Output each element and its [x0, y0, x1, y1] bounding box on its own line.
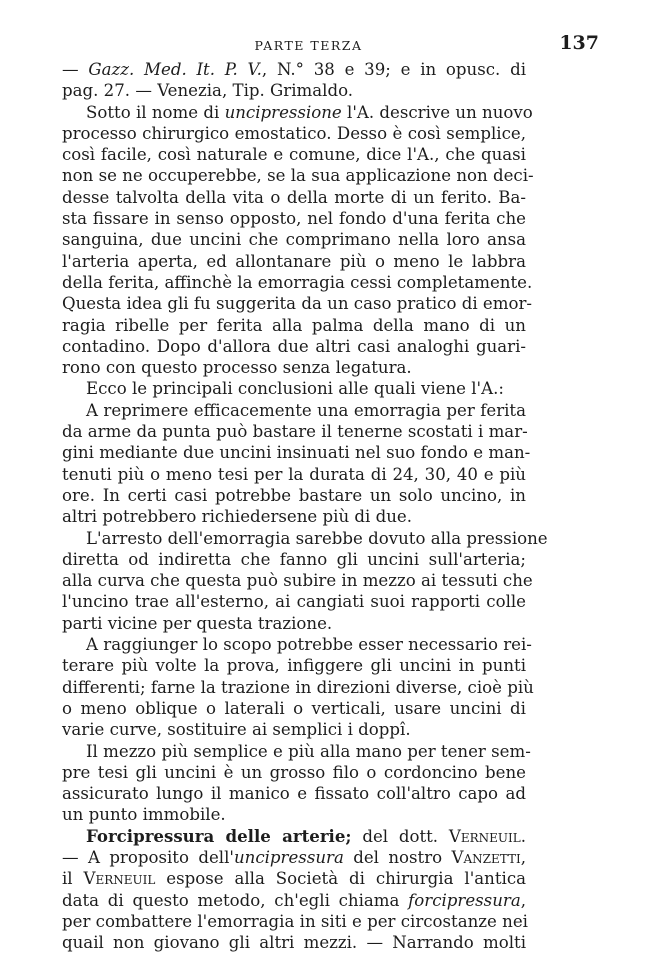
author-name: Vanzetti — [451, 847, 521, 867]
text-line: pre tesi gli uncini è un grosso filo o cordoncino bene — [62, 762, 526, 782]
text-line: Forcipressura delle arterie; del dott. Verneuil. — [86, 825, 526, 846]
text-line: sanguina, due uncini che comprimano nella loro ansa — [62, 230, 526, 250]
text-line: Sotto il nome di uncipressione l'A. descrive un nuovo — [86, 102, 533, 122]
paragraph — [62, 102, 534, 379]
section-paragraph — [62, 826, 526, 953]
text-line: sta fissare in senso opposto, nel fondo d'una ferita che — [62, 209, 526, 229]
text-line: rono con questo processo senza legatura. — [62, 358, 412, 378]
text-line: ragia ribelle per ferita alla palma della mano di un — [62, 315, 526, 335]
text-line: L'arresto dell'emorragia sarebbe dovuto alla pressione — [86, 528, 548, 548]
text-line: della ferita, affinchè la emorragia cessi completamente. — [62, 272, 533, 292]
text-line: tenuti più o meno tesi per la durata di 24, 30, 40 e più — [62, 464, 526, 484]
text-line: — A proposito dell'uncipressura del nostro Vanzetti, — [62, 847, 526, 867]
text-line: assicurato lungo il manico e fissato coll'altro capo ad — [62, 784, 526, 804]
text-line: varie curve, sostituire ai semplici i doppî. — [62, 720, 411, 740]
paragraph — [62, 400, 531, 528]
text-line: data di questo metodo, ch'egli chiama forcipressura, — [62, 890, 526, 910]
paragraph — [62, 378, 526, 399]
text-line: A raggiunger lo scopo potrebbe esser necessario rei- — [86, 635, 532, 655]
paragraph — [62, 528, 548, 634]
text-line: Il mezzo più semplice e più alla mano per tener sem- — [86, 741, 531, 761]
paragraph — [62, 634, 534, 740]
page-header — [62, 32, 599, 58]
text-line: o meno oblique o laterali o verticali, usare uncini di — [62, 698, 526, 718]
italic-term: uncipressura — [233, 847, 344, 867]
text-line: da arme da punta può bastare il tenerne scostati i mar- — [62, 422, 528, 442]
text-line: pag. 27. — Venezia, Tip. Grimaldo. — [62, 81, 354, 101]
text-line: l'arteria aperta, ed allontanare più o meno le labbra — [62, 251, 526, 271]
text-line: Ecco le principali conclusioni alle quali viene l'A.: — [86, 379, 504, 399]
text-line: un punto immobile. — [62, 805, 226, 825]
author-name: Verneuil — [83, 869, 156, 889]
text-line: ore. In certi casi potrebbe bastare un solo uncino, in — [62, 485, 526, 505]
text-line: per combattere l'emorragia in siti e per circostanze nei — [62, 911, 528, 931]
text-line: parti vicine per questa trazione. — [62, 613, 333, 633]
paragraph — [62, 741, 531, 826]
author-name: Verneuil — [448, 826, 521, 846]
italic-term: forcipressura — [408, 890, 521, 910]
body-text — [62, 59, 548, 953]
journal-title: Gazz. Med. It. P. V. — [88, 60, 262, 79]
text-line: così facile, così naturale e comune, dice l'A., che quasi — [62, 145, 526, 165]
running-head: PARTE TERZA — [254, 38, 363, 53]
text-line: l'uncino trae all'esterno, ai cangiati suoi rapporti colle — [62, 592, 526, 612]
text-line: altri potrebbero richiedersene più di due. — [62, 507, 413, 527]
text-line: quail non giovano gli altri mezzi. — Narrando molti — [62, 933, 526, 953]
text-line: — Gazz. Med. It. P. V., N.° 38 e 39; e in opusc. di — [62, 60, 526, 79]
text-line: alla curva che questa può subire in mezzo ai tessuti che — [62, 571, 533, 591]
text-line: non se ne occuperebbe, se la sua applicazione non deci- — [62, 166, 534, 186]
text-line: contadino. Dopo d'allora due altri casi analoghi guari- — [62, 336, 526, 356]
section-title: Forcipressura delle arterie; — [86, 825, 352, 846]
text-line: diretta od indiretta che fanno gli uncini sull'arteria; — [62, 549, 526, 569]
text-line: processo chirurgico emostatico. Desso è così semplice, — [62, 123, 526, 143]
text-line: terare più volte la prova, infiggere gli uncini in punti — [62, 656, 526, 676]
page-number: 137 — [559, 32, 599, 54]
text-line: A reprimere efficacemente una emorragia per ferita — [86, 400, 526, 420]
citation-paragraph — [62, 59, 526, 102]
italic-term: uncipressione — [224, 102, 342, 122]
text-line: il Verneuil espose alla Società di chirurgia l'antica — [62, 869, 527, 889]
text-line: desse talvolta della vita o della morte di un ferito. Ba- — [62, 187, 526, 207]
text-line: differenti; farne la trazione in direzioni diverse, cioè più — [62, 677, 534, 697]
text-line: Questa idea gli fu suggerita da un caso pratico di emor- — [62, 294, 533, 314]
text-line: gini mediante due uncini insinuati nel suo fondo e man- — [62, 443, 531, 463]
